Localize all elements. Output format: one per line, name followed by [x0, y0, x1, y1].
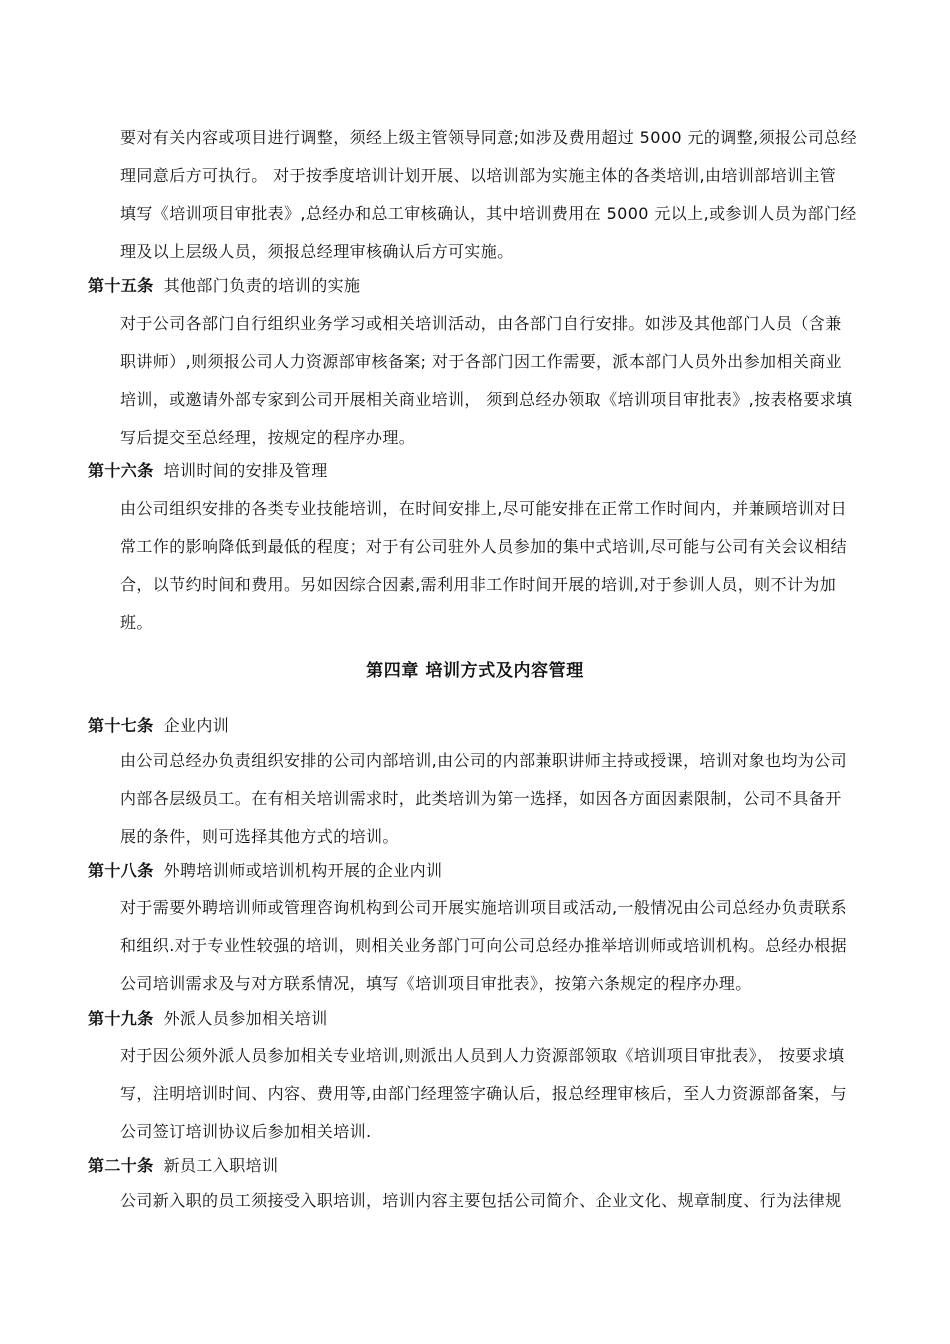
article-heading — [88, 716, 229, 736]
paragraph-line: 由公司组织安排的各类专业技能培训，在时间安排上,尽可能安排在正常工作时间内，并兼顾培训对日 — [120, 499, 848, 518]
paragraph-line: 培训，或邀请外部专家到公司开展相关商业培训， 须到总经办领取《培训项目审批表》,按表格要求填 — [120, 390, 853, 409]
paragraph-line: 写，注明培训时间、内容、费用等,由部门经理签字确认后，报总经理审核后，至人力资源部备案，与 — [120, 1084, 848, 1103]
paragraph-line: 内部各层级员工。在有相关培训需求时，此类培训为第一选择，如因各方面因素限制，公司不具备开 — [120, 789, 842, 808]
article-title: 培训时间的安排及管理 — [163, 461, 328, 480]
article-number: 第十九条 — [88, 1009, 154, 1028]
paragraph-line: 常工作的影响降低到最低的程度；对于有公司驻外人员参加的集中式培训,尽可能与公司有关会议相结 — [120, 537, 848, 556]
article-number: 第二十条 — [88, 1156, 154, 1175]
paragraph-line: 合，以节约时间和费用。另如因综合因素,需利用非工作时间开展的培训,对于参训人员，则不计为加 — [120, 575, 837, 594]
article-title: 新员工入职培训 — [163, 1156, 279, 1175]
article-heading — [88, 1009, 328, 1029]
paragraph-line: 公司新入职的员工须接受入职培训，培训内容主要包括公司简介、企业文化、规章制度、行为法律规 — [120, 1191, 842, 1210]
article-number: 第十五条 — [88, 276, 154, 295]
paragraph-line: 要对有关内容或项目进行调整，须经上级主管领导同意;如涉及费用超过 5000 元的调整,须报公司总经 — [120, 128, 857, 147]
article-number: 第十七条 — [88, 716, 154, 735]
paragraph-line: 对于公司各部门自行组织业务学习或相关培训活动，由各部门自行安排。如涉及其他部门人员（含兼 — [120, 314, 842, 333]
paragraph-line: 填写《培训项目审批表》,总经办和总工审核确认，其中培训费用在 5000 元以上,或参训人员为部门经 — [120, 204, 857, 223]
paragraph-line: 对于因公须外派人员参加相关专业培训,则派出人员到人力资源部领取《培训项目审批表》， 按要求填 — [120, 1046, 845, 1065]
paragraph-line: 展的条件，则可选择其他方式的培训。 — [120, 827, 399, 846]
chapter-heading: 第四章 培训方式及内容管理 — [366, 661, 584, 681]
article-heading — [88, 861, 442, 881]
paragraph-line: 公司培训需求及与对方联系情况，填写《培训项目审批表》，按第六条规定的程序办理。 — [120, 974, 752, 993]
article-title: 外聘培训师或培训机构开展的企业内训 — [163, 861, 443, 880]
paragraph-line: 和组织.对于专业性较强的培训，则相关业务部门可向公司总经办推举培训师或培训机构。总经办根据 — [120, 936, 848, 955]
article-heading — [88, 461, 328, 481]
paragraph-line: 公司签订培训协议后参加相关培训. — [120, 1122, 372, 1141]
article-heading — [88, 1156, 278, 1176]
article-number: 第十八条 — [88, 861, 154, 880]
article-title: 其他部门负责的培训的实施 — [163, 276, 361, 295]
paragraph-line: 职讲师）,则须报公司人力资源部审核备案; 对于各部门因工作需要，派本部门人员外出参加相关商业 — [120, 352, 842, 371]
article-number: 第十六条 — [88, 461, 154, 480]
paragraph-line: 班。 — [120, 613, 153, 632]
paragraph-line: 写后提交至总经理，按规定的程序办理。 — [120, 428, 416, 447]
paragraph-line: 对于需要外聘培训师或管理咨询机构到公司开展实施培训项目或活动,一般情况由公司总经办负责联系 — [120, 898, 848, 917]
article-heading — [88, 276, 360, 296]
article-title: 企业内训 — [163, 716, 230, 735]
paragraph-line: 由公司总经办负责组织安排的公司内部培训,由公司的内部兼职讲师主持或授课，培训对象也均为公司 — [120, 751, 848, 770]
paragraph-line: 理同意后方可执行。 对于按季度培训计划开展、以培训部为实施主体的各类培训,由培训部培训主管 — [120, 166, 837, 185]
article-title: 外派人员参加相关培训 — [163, 1009, 328, 1028]
paragraph-line: 理及以上层级人员，须报总经理审核确认后方可实施。 — [120, 242, 514, 261]
